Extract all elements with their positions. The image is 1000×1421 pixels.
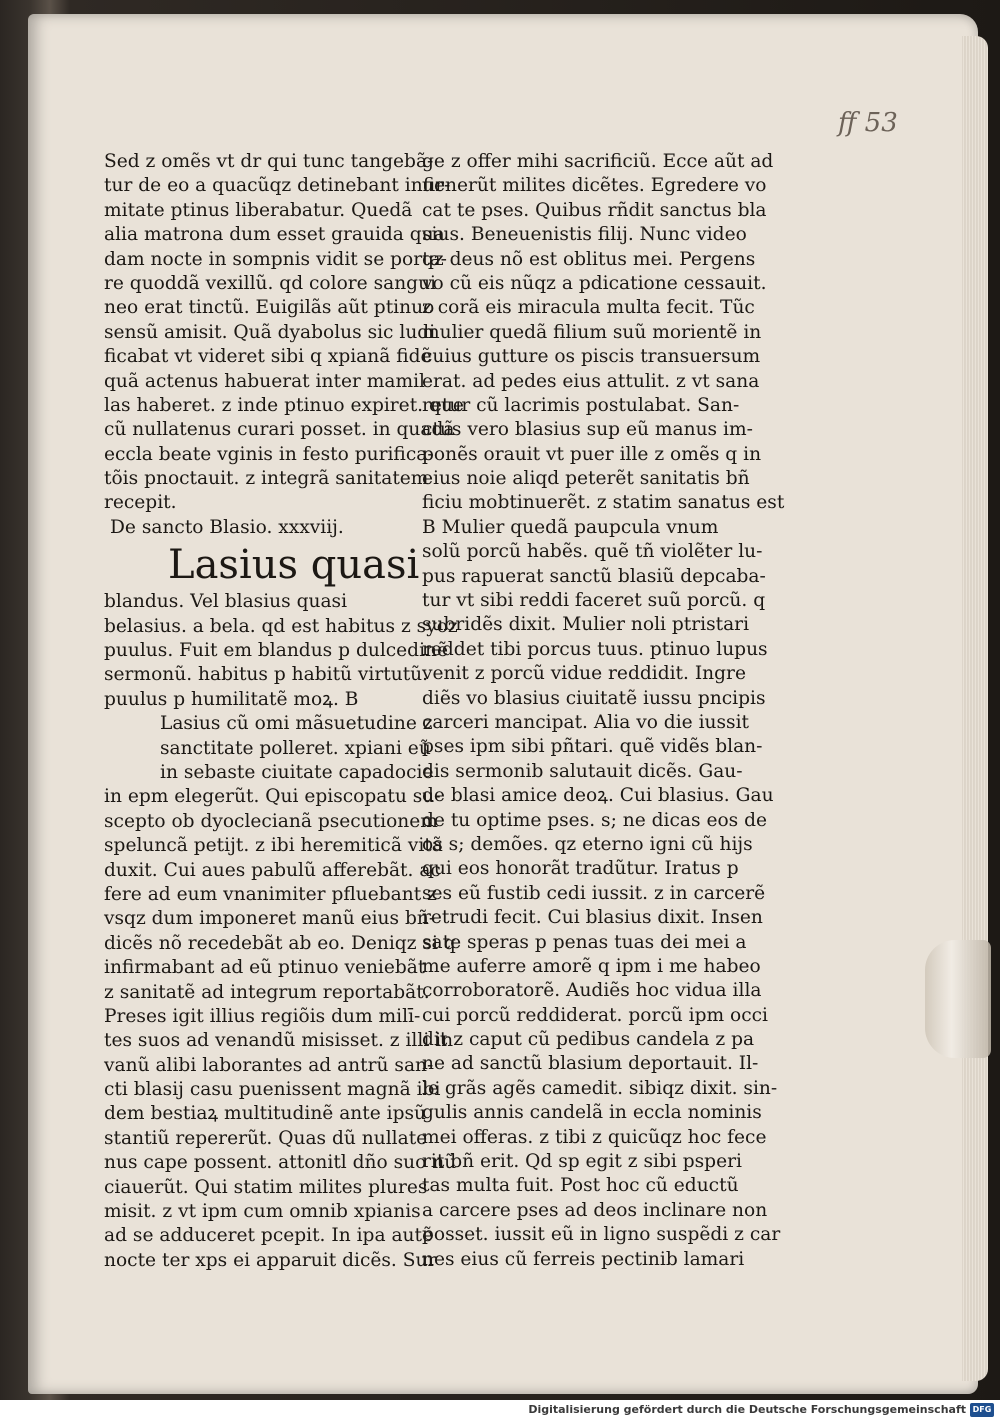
left-column-line: in epm elegerũt. Qui episcopatu su- [104,786,441,808]
folio-number: ff 53 [838,108,898,138]
right-column-line: z corã eis miracula multa fecit. Tũc [422,297,755,319]
right-column-line: solũ porcũ habẽs. quẽ tñ violẽter lu- [422,541,763,563]
left-column-line: fere ad eum vnanimiter pfluebant z [104,883,437,905]
left-column-line: scepto ob dyoclecianã psecutionem [104,810,438,832]
left-column-line: vsqz dum imponeret manũ eius bñ- [104,908,436,930]
right-column-line: ses eũ fustib cedi iussit. z in carcerẽ [422,882,766,904]
right-column-line: nes eius cũ ferreis pectinib lamari [422,1248,745,1270]
right-column-line: sius. Beneuenistis filij. Nunc video [422,224,747,246]
left-column-line: ciauerũt. Qui statim milites plures [104,1176,428,1198]
right-column-line: pses ipm sibi pñtari. quẽ vidẽs blan- [422,736,763,758]
left-column-line: duxit. Cui aues pabulũ afferebãt. ac [104,859,441,881]
left-column-line: infirmabant ad eũ ptinuo veniebãt [104,957,426,979]
right-column-line: dis sermonib salutauit dicẽs. Gau- [422,760,743,782]
left-column-line: Lasius cũ omi mãsuetudine z [160,713,433,735]
left-column-line: las haberet. z inde ptinuo expiret. que [104,394,464,416]
left-column-line: Preses igit illius regiõis dum milī- [104,1005,421,1027]
left-column-line: tes suos ad venandũ misisset. z illi in [104,1030,454,1052]
right-column-line: corroboratorẽ. Audiẽs hoc vidua illa [422,980,762,1002]
right-column-line: carceri mancipat. Alia vo die iussit [422,711,749,733]
right-column-line: ge z offer mihi sacrificiũ. Ecce aũt ad [422,151,774,172]
right-column-line: de tu optime pses. s; ne dicas eos de [422,809,768,831]
right-column-line: tur vt sibi reddi faceret suũ porcũ. q [422,590,766,612]
left-column-line: neo erat tinctũ. Euigilãs aũt ptinuo [104,297,435,319]
right-column-line: ponẽs orauit vt puer ille z omẽs q in [422,443,762,465]
footer-credit: Digitalisierung gefördert durch die Deutsche Forschungsgemeinschaft [528,1403,966,1416]
left-column-line: dam nocte in sompnis vidit se porta- [104,248,447,270]
left-column-line: dicẽs nõ recedebãt ab eo. Deniqz si q [104,932,456,954]
left-column-line: misit. z vt ipm cum omnib xpianis [104,1201,421,1223]
right-column-line: vo cũ eis nũqz a pdicatione cessauit. [422,272,767,294]
left-column-line: quã actenus habuerat inter mamil [104,370,425,392]
left-column-line: sermonũ. habitus p habitũ virtutũ. [104,664,429,686]
left-column-line: vanũ alibi laborantes ad antrũ san- [104,1054,434,1076]
right-column-line: gulis annis candelã in eccla nominis [422,1102,762,1124]
left-text-column [104,150,464,1273]
right-column-line: tas multa fuit. Post hoc cũ eductũ [422,1175,739,1197]
left-column-line: alia matrona dum esset grauida qua [104,224,445,246]
right-column-line: cat te pses. Quibus rñdit sanctus bla [422,199,767,221]
page-clip [925,940,991,1058]
right-column-line: dit z caput cũ pedibus candela z pa [422,1029,755,1051]
right-column-line: sate speras p penas tuas dei mei a [422,931,747,953]
left-column-line: dem bestiaꝝ multitudinẽ ante ipsũ [104,1103,427,1125]
right-column-line: venit z porcũ vidue reddidit. Ingre [422,663,746,685]
left-column-line: De sancto Blasio. xxxviij. [110,516,344,538]
right-column-line: erat. ad pedes eius attulit. z vt sana [422,370,760,392]
right-text-column [422,150,785,1272]
right-column-line: retur cũ lacrimis postulabat. San- [422,394,740,416]
left-column-line: mitate ptinus liberabatur. Quedã [104,199,413,221]
left-column-line: in sebaste ciuitate capadocie [160,761,434,783]
left-column-line: cũ nullatenus curari posset. in quadã [104,419,455,441]
right-column-line: ctus vero blasius sup eũ manus im- [422,419,753,441]
left-column-line: puulus p humilitatẽ moꝝ. B [104,688,359,710]
right-column-line: mulier quedã filium suũ morientẽ in [422,321,762,343]
right-column-line: eius noie aliqd peterẽt sanitatis bñ [422,468,750,490]
right-column-line: reddet tibi porcus tuus. ptinuo lupus [422,638,768,660]
left-column-line: Sed z omẽs vt dr qui tunc tangebã- [104,151,434,172]
right-column-line: me auferre amorẽ q ipm i me habeo [422,955,761,977]
right-column-line: rit bñ erit. Qd sp egit z sibi psperi [422,1151,742,1173]
right-column-line: qui eos honorãt tradũtur. Iratus p [422,858,739,880]
right-column-line: os s; demões. qz eterno igni cũ hijs [422,833,753,855]
left-column-line: re quoddã vexillũ. qd colore sangui [104,272,437,294]
left-column-line: stantiũ repererũt. Quas dũ nullate [104,1127,428,1149]
left-column-line: ad se adduceret pcepit. In ipa autẽ [104,1225,433,1247]
left-column-line: eccla beate vginis in festo purifica- [104,443,434,465]
footer-bar [0,1400,1000,1421]
left-column-line: cti blasij casu puenissent magnã ibi [104,1079,441,1101]
right-column-line: uenerũt milites dicẽtes. Egredere vo [422,175,767,197]
right-column-line: retrudi fecit. Cui blasius dixit. Insen [422,907,763,929]
left-column-line: puulus. Fuit em blandus p dulcedinẽ [104,640,449,662]
right-column-line: pus rapuerat sanctũ blasiũ depcaba- [422,565,766,587]
right-column-line: diẽs vo blasius ciuitatẽ iussu pncipis [422,687,766,709]
right-column-line: subridẽs dixit. Mulier noli ptristari [422,614,750,636]
left-column-line: nocte ter xps ei apparuit dicẽs. Sur [104,1249,437,1271]
right-column-line: de blasi amice deoꝝ. Cui blasius. Gau [422,785,774,807]
right-column-line: le grãs agẽs camedit. sibiqz dixit. sin- [422,1077,778,1099]
right-column-line: cui porcũ reddiderat. porcũ ipm occi [422,1004,768,1026]
right-column-line: qz deus nõ est oblitus mei. Pergens [422,248,756,270]
left-column-line: blandus. Vel blasius quasi [104,591,348,613]
page-edges [962,36,988,1381]
left-column-line: z sanitatẽ ad integrum reportabãt. [104,981,430,1003]
right-column-line: mei offeras. z tibi z quicũqz hoc fece [422,1126,767,1148]
right-column-line: ficiu mobtinuerẽt. z statim sanatus est [422,492,785,514]
left-column-line: tõis pnoctauit. z integrã sanitatem [104,468,429,490]
left-column-line: sanctitate polleret. xpiani eũ [160,737,431,759]
left-column-line: sensũ amisit. Quã dyabolus sic ludi [104,321,436,343]
left-column-line: belasius. a bela. qd est habitus z syoz [104,615,458,637]
left-column-line: tur de eo a quacũqz detinebant infir- [104,175,451,197]
left-column-line: Lasius quasi [168,542,420,589]
dfg-logo-icon: DFG [970,1403,994,1417]
right-column-line: B Mulier quedã paupcula vnum [422,516,719,538]
left-column-line: nus cape possent. attonitl dño suo nũ [104,1152,457,1174]
left-column-line: ficabat vt videret sibi q xpianã fidẽ [104,346,432,368]
right-column-line: cuius gutture os piscis transuersum [422,346,761,368]
right-column-line: posset. iussit eũ in ligno suspẽdi z car [422,1224,781,1246]
right-column-line: ne ad sanctũ blasium deportauit. Il- [422,1053,759,1075]
left-column-line: recepit. [104,492,177,514]
left-column-line: speluncã petijt. z ibi heremiticã vitã [104,835,443,857]
right-column-line: a carcere pses ad deos inclinare non [422,1199,768,1221]
